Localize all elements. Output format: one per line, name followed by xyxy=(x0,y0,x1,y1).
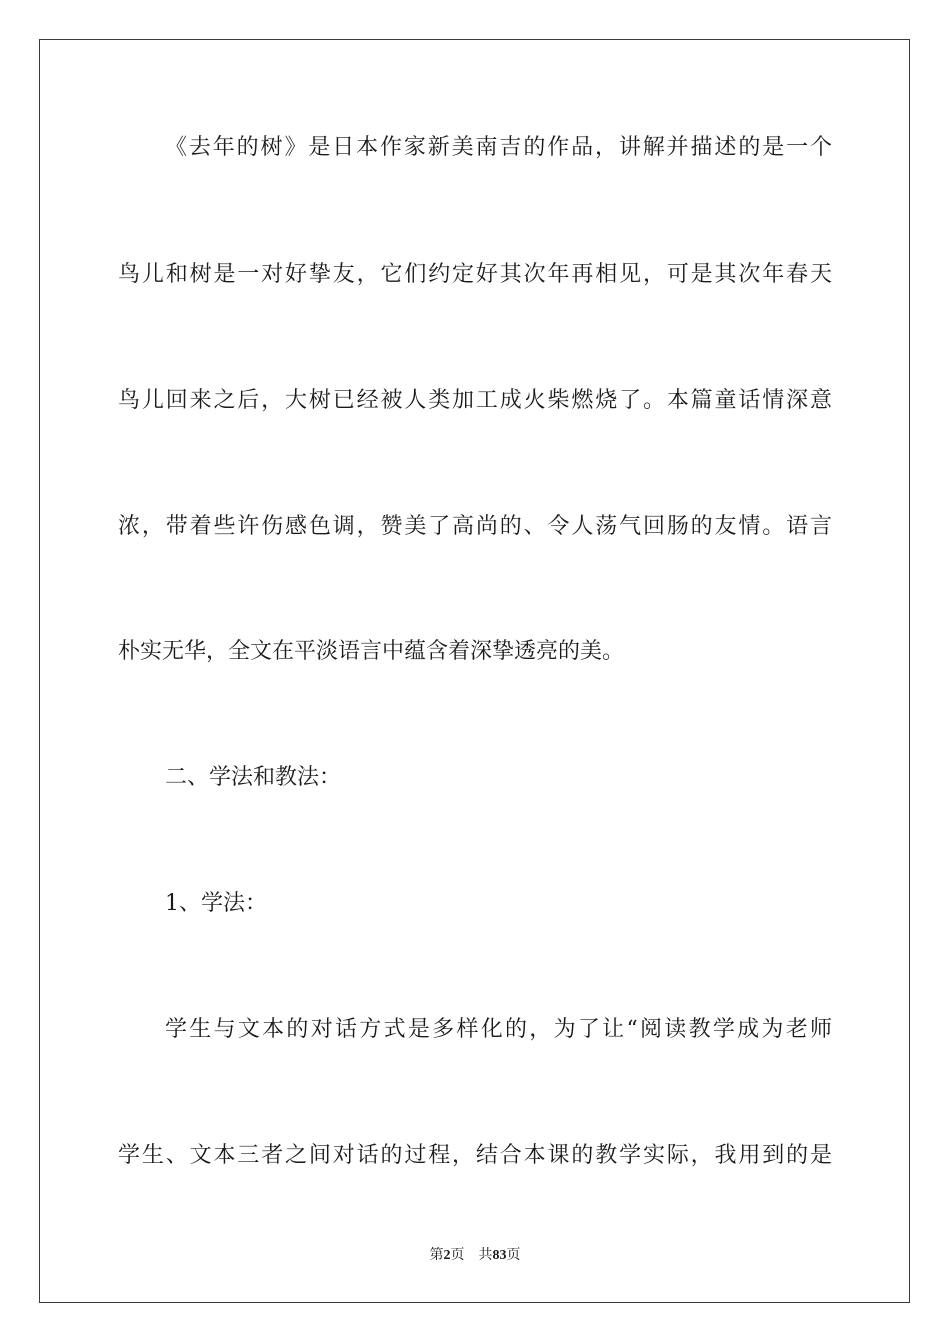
total-pages: 83 xyxy=(492,1248,507,1263)
subsection-heading: 1、学法： xyxy=(165,891,267,916)
paragraph-line-6: 学生与文本的对话方式是多样化的，为了让“阅读教学成为老师 xyxy=(165,1017,832,1042)
paragraph-line-4: 浓，带着些许伤感色调，赞美了高尚的、令人荡气回肠的友情。语言 xyxy=(118,514,832,539)
paragraph-line-2: 鸟儿和树是一对好挚友，它们约定好其次年再相见，可是其次年春天 xyxy=(118,262,832,287)
page-border xyxy=(39,39,910,1303)
total-prefix: 共 xyxy=(478,1248,493,1263)
total-suffix: 页 xyxy=(506,1248,521,1263)
page-footer xyxy=(0,1247,950,1265)
paragraph-line-5: 朴实无华，全文在平淡语言中蕴含着深挚透亮的美。 xyxy=(118,639,625,664)
page-prefix: 第 xyxy=(429,1248,444,1263)
page-number: 2 xyxy=(443,1248,451,1263)
section-heading: 二、学法和教法： xyxy=(165,765,342,790)
paragraph-line-3: 鸟儿回来之后，大树已经被人类加工成火柴燃烧了。本篇童话情深意 xyxy=(118,388,832,413)
paragraph-line-7: 学生、文本三者之间对话的过程，结合本课的教学实际，我用到的是 xyxy=(118,1143,832,1168)
paragraph-line-1: 《去年的树》是日本作家新美南吉的作品，讲解并描述的是一个 xyxy=(165,135,832,160)
page-suffix: 页 xyxy=(450,1248,465,1263)
